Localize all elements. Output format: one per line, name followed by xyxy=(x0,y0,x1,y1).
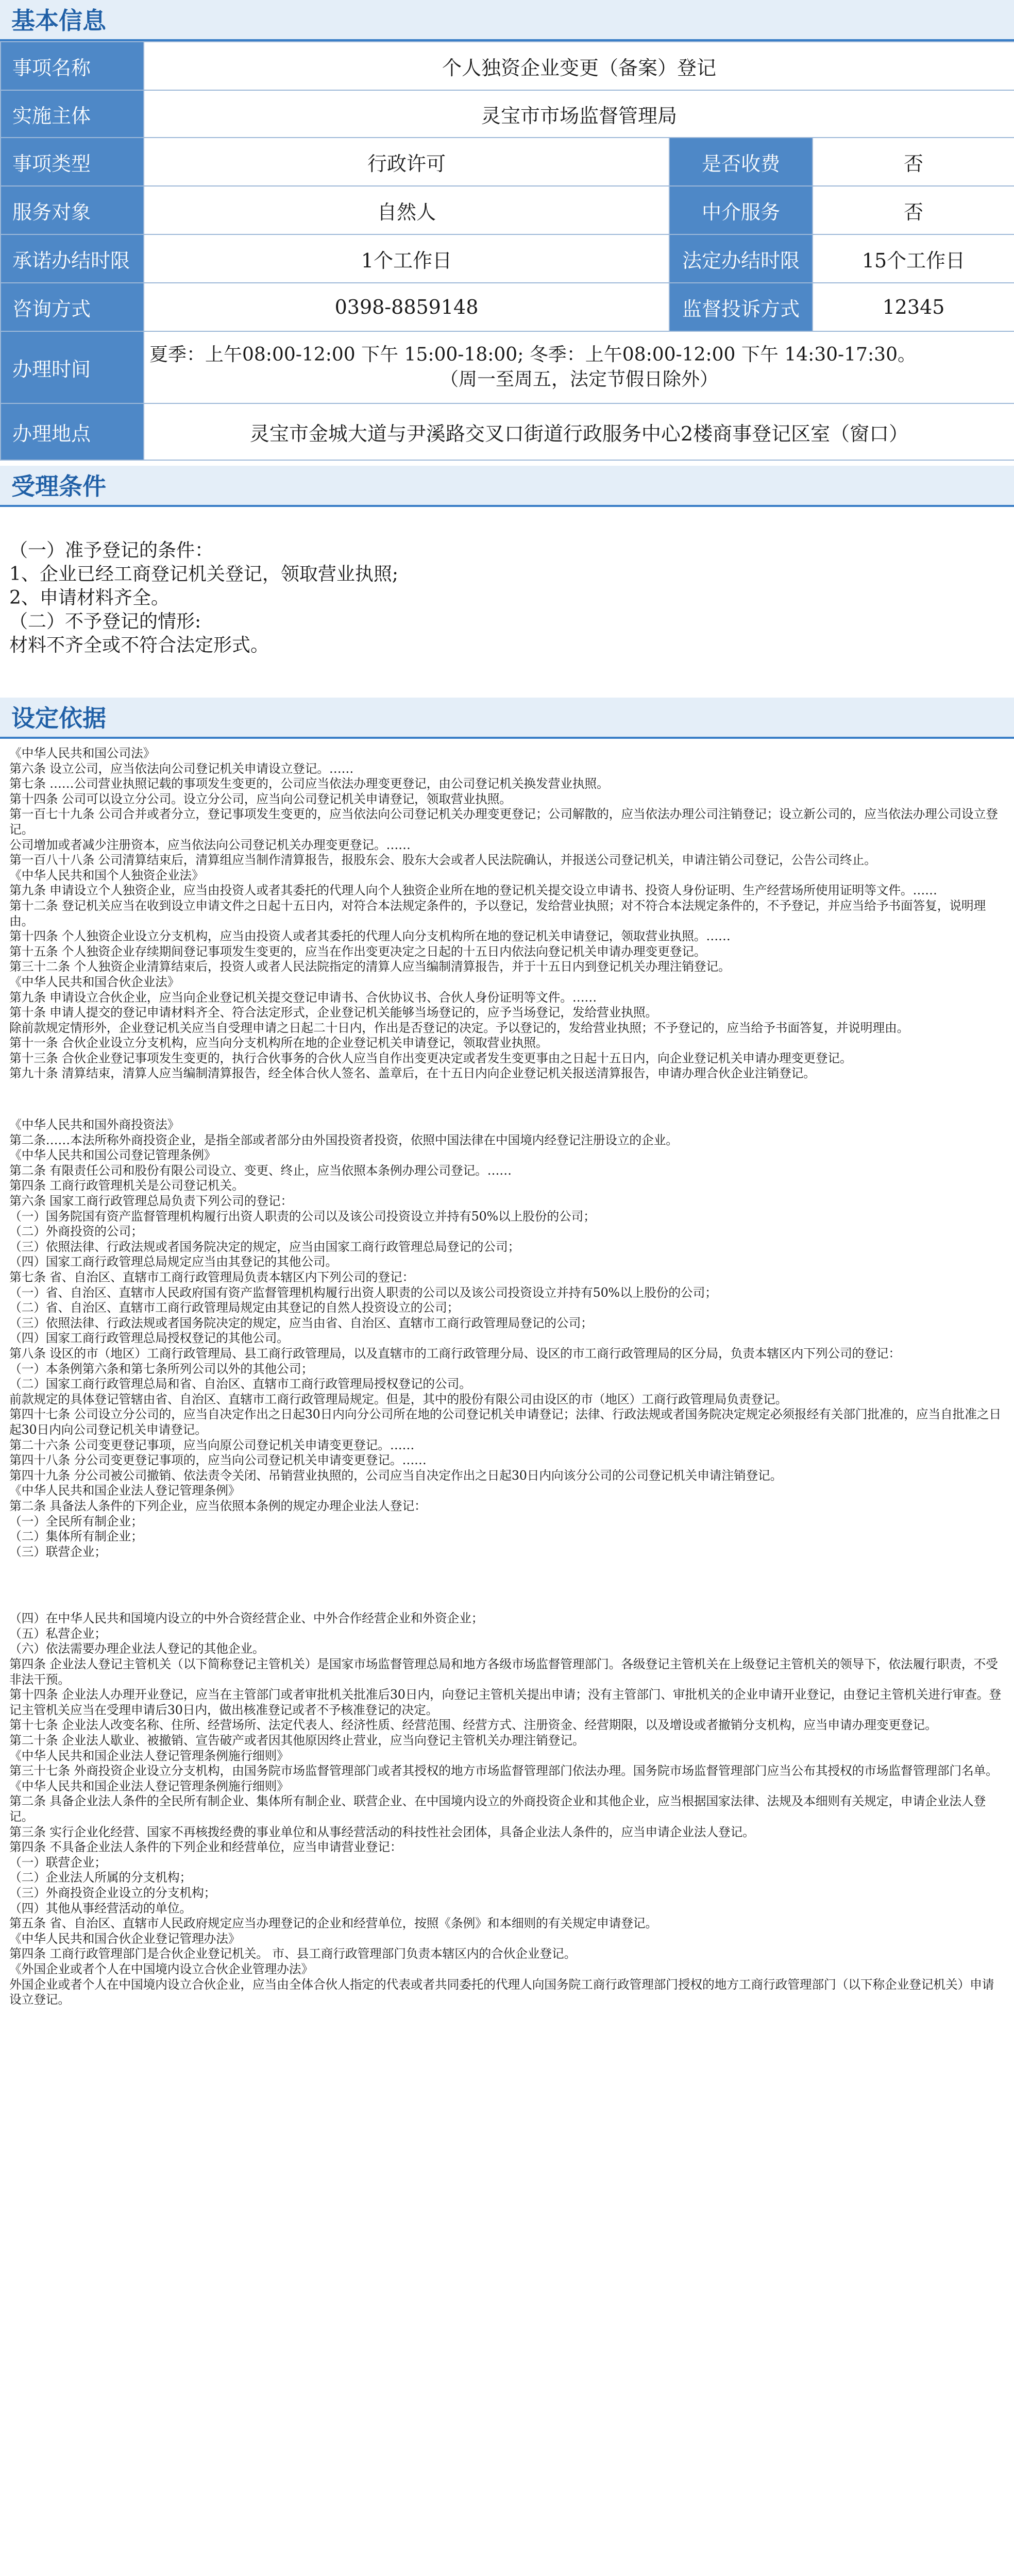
legal-basis-line: （三）依照法律、行政法规或者国务院决定的规定，应当由国家工商行政管理总局登记的公司； xyxy=(9,1239,520,1254)
acceptance-conditions xyxy=(0,507,1014,698)
value-item-name: 个人独资企业变更（备案）登记 xyxy=(144,42,1014,90)
value-complaint: 12345 xyxy=(813,283,1014,331)
office-hours-line1: 夏季：上午08:00-12:00 下午 15:00-18:00; 冬季：上午08:00-12:00 下午 14:30-17:30。 xyxy=(149,344,916,365)
value-item-type: 行政许可 xyxy=(144,138,669,186)
basis-header: 设定依据 xyxy=(0,698,1014,739)
legal-basis-line: 第九十条 清算结束，清算人应当编制清算报告，经全体合伙人签名、盖章后，在十五日内向企业登记机关报送清算报告，申请办理合伙企业注销登记。 xyxy=(9,1066,816,1081)
legal-basis-line: （三）外商投资企业设立的分支机构； xyxy=(9,1885,216,1900)
row-implementer xyxy=(1,90,1014,138)
label-promised-time: 承诺办结时限 xyxy=(1,234,144,283)
legal-basis-line: 除前款规定情形外，企业登记机关应当自受理申请之日起二十日内，作出是否登记的决定。予以登记的，发给营业执照；不予登记的，应当给予书面答复，并说明理由。 xyxy=(9,1020,909,1035)
legal-basis-line: 第二十六条 公司变更登记事项，应当向原公司登记机关申请变更登记。…… xyxy=(9,1437,415,1452)
legal-basis-line: 第三十二条 个人独资企业清算结束后，投资人或者人民法院指定的清算人应当编制清算报告，并于十五日内到登记机关办理注销登记。 xyxy=(9,959,731,974)
legal-basis-line: 第五条 省、自治区、直辖市人民政府规定应当办理登记的企业和经营单位，按照《条例》和本细则的有关规定申请登记。 xyxy=(9,1916,657,1931)
legal-basis-block-3 xyxy=(9,1611,1005,2007)
legal-basis-line: 第九条 申请设立个人独资企业，应当由投资人或者其委托的代理人向个人独资企业所在地的登记机关提交设立申请书、投资人身份证明、生产经营场所使用证明等文件。…… xyxy=(9,883,937,898)
value-legal-time: 15个工作日 xyxy=(813,234,1014,283)
legal-basis-line: 《中华人民共和国合伙企业法》 xyxy=(9,974,180,989)
legal-basis-line: （六）依法需要办理企业法人登记的其他企业。 xyxy=(9,1641,265,1656)
legal-basis-line: 《中华人民共和国公司法》 xyxy=(9,746,156,760)
legal-basis-line: 前款规定的具体登记管辖由省、自治区、直辖市工商行政管理局规定。但是，其中的股份有限公司由设区的市（地区）工商行政管理局负责登记。 xyxy=(9,1392,788,1406)
legal-basis-line: 第三条 实行企业化经营、国家不再核拨经费的事业单位和从事经营活动的科技性社会团体，具备企业法人条件的，应当申请企业法人登记。 xyxy=(9,1824,755,1839)
legal-basis-line: 第七条 ……公司营业执照记载的事项发生变更的，公司应当依法办理变更登记，由公司登记机关换发营业执照。 xyxy=(9,776,609,791)
legal-basis-line: （二）省、自治区、直辖市工商行政管理局规定由其登记的自然人投资设立的公司； xyxy=(9,1300,460,1315)
legal-basis-line: 第二条 具备企业法人条件的全民所有制企业、集体所有制企业、联营企业、在中国境内设立的外商投资企业和其他企业，应当根据国家法律、法规及本细则有关规定，申请企业法人登记。 xyxy=(9,1794,986,1824)
legal-basis-line: 第一百八十八条 公司清算结束后，清算组应当制作清算报告，报股东会、股东大会或者人民法院确认，并报送公司登记机关，申请注销公司登记，公告公司终止。 xyxy=(9,853,876,868)
legal-basis-line: （一）省、自治区、直辖市人民政府国有资产监督管理机构履行出资人职责的公司以及该公司投资设立并持有50%以上股份的公司； xyxy=(9,1285,717,1300)
legal-basis-line: （一）国务院国有资产监督管理机构履行出资人职责的公司以及该公司投资设立并持有50%以上股份的公司； xyxy=(9,1209,596,1224)
label-fee: 是否收费 xyxy=(669,138,813,186)
row-contact xyxy=(1,283,1014,331)
legal-basis-line: 第二条 具备法人条件的下列企业，应当依照本条例的规定办理企业法人登记： xyxy=(9,1498,427,1513)
label-location: 办理地点 xyxy=(1,403,144,460)
legal-basis-block-2 xyxy=(9,1117,1005,1560)
legal-basis-line: 《外国企业或者个人在中国境内设立合伙企业管理办法》 xyxy=(9,1961,313,1976)
legal-basis-line: 第六条 国家工商行政管理总局负责下列公司的登记： xyxy=(9,1194,293,1209)
legal-basis-line: 第四条 不具备企业法人条件的下列企业和经营单位，应当申请营业登记： xyxy=(9,1840,402,1855)
label-service-target: 服务对象 xyxy=(1,186,144,234)
office-hours-line2: （周一至周五，法定节假日除外） xyxy=(440,369,719,390)
value-service-target: 自然人 xyxy=(144,186,669,234)
legal-basis-line: 第二十条 企业法人歇业、被撤销、宣告破产或者因其他原因终止营业，应当向登记主管机关办理注销登记。 xyxy=(9,1733,585,1748)
label-office-hours: 办理时间 xyxy=(1,331,144,403)
legal-basis-line: 第八条 设区的市（地区）工商行政管理局、县工商行政管理局，以及直辖市的工商行政管理分局、设区的市工商行政管理局的区分局，负责本辖区内下列公司的登记： xyxy=(9,1346,901,1361)
legal-basis-block-1 xyxy=(9,746,1005,1081)
legal-basis-line: （一）联营企业； xyxy=(9,1855,107,1870)
row-location xyxy=(1,403,1014,460)
legal-basis-line: 第十二条 登记机关应当在收到设立申请文件之日起十五日内，对符合本法规定条件的，予以登记，发给营业执照；对不符合本法规定条件的，不予登记，并应当给予书面答复，说明理由。 xyxy=(9,898,986,928)
label-item-name: 事项名称 xyxy=(1,42,144,90)
legal-basis-line: （五）私营企业； xyxy=(9,1626,107,1641)
legal-basis-line: 《中华人民共和国公司登记管理条例》 xyxy=(9,1148,216,1163)
row-service-target xyxy=(1,186,1014,234)
legal-basis-line: （四）在中华人民共和国境内设立的中外合资经营企业、中外合作经营企业和外资企业； xyxy=(9,1611,484,1626)
legal-basis-line: 第九条 申请设立合伙企业，应当向企业登记机关提交登记申请书、合伙协议书、合伙人身份证明等文件。…… xyxy=(9,990,597,1005)
legal-basis-line: （一）本条例第六条和第七条所列公司以外的其他公司； xyxy=(9,1361,313,1376)
acceptance-line: 1、企业已经工商登记机关登记，领取营业执照; xyxy=(9,564,399,585)
legal-basis xyxy=(0,739,1014,2576)
label-legal-time: 法定办结时限 xyxy=(669,234,813,283)
legal-basis-line: 第四条 企业法人登记主管机关（以下简称登记主管机关）是国家市场监督管理总局和地方各级市场监督管理部门。各级登记主管机关在上级登记主管机关的领导下，依法履行职责，不受非法干预。 xyxy=(9,1657,998,1687)
legal-basis-line: 第十七条 企业法人改变名称、住所、经营场所、法定代表人、经济性质、经营范围、经营方式、注册资金、经营期限，以及增设或者撤销分支机构，应当申请办理变更登记。 xyxy=(9,1718,937,1733)
legal-basis-line: 《中华人民共和国企业法人登记管理条例施行细则》 xyxy=(9,1778,289,1793)
value-intermediary: 否 xyxy=(813,186,1014,234)
acceptance-line: （一）准予登记的条件： xyxy=(9,540,214,561)
acceptance-line: 2、申请材料齐全。 xyxy=(9,587,170,608)
legal-basis-line: （二）国家工商行政管理总局和省、自治区、直辖市工商行政管理局授权登记的公司。 xyxy=(9,1377,471,1392)
label-intermediary: 中介服务 xyxy=(669,186,813,234)
legal-basis-line: 《中华人民共和国企业法人登记管理条例》 xyxy=(9,1483,241,1498)
legal-basis-line: 第七条 省、自治区、直辖市工商行政管理局负责本辖区内下列公司的登记： xyxy=(9,1270,415,1284)
legal-basis-line: 第十一条 合伙企业设立分支机构，应当向分支机构所在地的企业登记机关申请登记，领取营业执照。 xyxy=(9,1036,548,1050)
label-implementer: 实施主体 xyxy=(1,90,144,138)
legal-basis-line: 第四十八条 分公司变更登记事项的，应当向公司登记机关申请变更登记。…… xyxy=(9,1453,427,1468)
row-item-name xyxy=(1,42,1014,90)
value-implementer: 灵宝市市场监督管理局 xyxy=(144,90,1014,138)
acceptance-header: 受理条件 xyxy=(0,466,1014,507)
legal-basis-line: 第十四条 公司可以设立分公司。设立分公司，应当向公司登记机关申请登记，领取营业执照。 xyxy=(9,791,512,806)
legal-basis-line: （四）其他从事经营活动的单位。 xyxy=(9,1901,192,1916)
legal-basis-line: 第十三条 合伙企业登记事项发生变更的，执行合伙事务的合伙人应当自作出变更决定或者发生变更事由之日起十五日内，向企业登记机关申请办理变更登记。 xyxy=(9,1050,852,1065)
legal-basis-line: 第四条 工商行政管理机关是公司登记机关。 xyxy=(9,1178,244,1193)
legal-basis-line: 第四十九条 分公司被公司撤销、依法责令关闭、吊销营业执照的，公司应当自决定作出之日起30日内向该分公司的公司登记机关申请注销登记。 xyxy=(9,1468,783,1483)
legal-basis-line: 第三十七条 外商投资企业设立分支机构，由国务院市场监督管理部门或者其授权的地方市场监督管理部门依法办理。国务院市场监督管理部门应当公布其授权的市场监督管理部门名单。 xyxy=(9,1764,998,1778)
legal-basis-line: 第一百七十九条 公司合并或者分立，登记事项发生变更的，应当依法向公司登记机关办理变更登记；公司解散的，应当依法办理公司注销登记；设立新公司的，应当依法办理公司设立登记。 xyxy=(9,807,998,837)
legal-basis-line: 《中华人民共和国合伙企业登记管理办法》 xyxy=(9,1931,241,1946)
legal-basis-line: 第六条 设立公司，应当依法向公司登记机关申请设立登记。…… xyxy=(9,761,354,776)
legal-basis-line: 《中华人民共和国个人独资企业法》 xyxy=(9,868,204,883)
legal-basis-line: 第四十七条 公司设立分公司的，应当自决定作出之日起30日内向分公司所在地的公司登记机关申请登记；法律、行政法规或者国务院决定规定必须报经有关部门批准的，应当自批准之日起30日内向公司登记机关申请登记。 xyxy=(9,1407,1001,1437)
legal-basis-line: 外国企业或者个人在中国境内设立合伙企业，应当由全体合伙人指定的代表或者共同委托的代理人向国务院工商行政管理部门授权的地方工商行政管理部门（以下称企业登记机关）申请设立登记。 xyxy=(9,1977,994,2007)
row-time-limit xyxy=(1,234,1014,283)
value-fee: 否 xyxy=(813,138,1014,186)
legal-basis-line: （二）外商投资的公司； xyxy=(9,1224,143,1239)
legal-basis-line: 《中华人民共和国外商投资法》 xyxy=(9,1117,180,1132)
value-consult-phone: 0398-8859148 xyxy=(144,283,669,331)
value-location: 灵宝市金城大道与尹溪路交叉口街道行政服务中心2楼商事登记区室（窗口） xyxy=(144,403,1014,460)
basic-info-table xyxy=(0,41,1014,461)
legal-basis-line: （三）联营企业； xyxy=(9,1544,107,1559)
value-office-hours xyxy=(144,331,1014,403)
legal-basis-line: （一）全民所有制企业； xyxy=(9,1514,143,1529)
legal-basis-line: 《中华人民共和国企业法人登记管理条例施行细则》 xyxy=(9,1748,289,1763)
legal-basis-line: 第十五条 个人独资企业存续期间登记事项发生变更的，应当在作出变更决定之日起的十五日内依法向登记机关申请办理变更登记。 xyxy=(9,944,706,959)
label-complaint: 监督投诉方式 xyxy=(669,283,813,331)
legal-basis-line: 第十四条 个人独资企业设立分支机构，应当由投资人或者其委托的代理人向分支机构所在地的登记机关申请登记，领取营业执照。…… xyxy=(9,929,731,944)
basic-info-header: 基本信息 xyxy=(0,0,1014,41)
legal-basis-line: （四）国家工商行政管理总局授权登记的其他公司。 xyxy=(9,1331,289,1346)
label-item-type: 事项类型 xyxy=(1,138,144,186)
legal-basis-line: 第二条 有限责任公司和股份有限公司设立、变更、终止，应当依照本条例办理公司登记。…… xyxy=(9,1163,512,1178)
legal-basis-line: 公司增加或者减少注册资本，应当依法向公司登记机关办理变更登记。…… xyxy=(9,837,411,852)
legal-basis-line: 第四条 工商行政管理部门是合伙企业登记机关。 市、县工商行政管理部门负责本辖区内的合伙企业登记。 xyxy=(9,1946,577,1961)
acceptance-line: （二）不予登记的情形: xyxy=(9,611,201,632)
legal-basis-line: （二）集体所有制企业； xyxy=(9,1529,143,1544)
legal-basis-line: （三）依照法律、行政法规或者国务院决定的规定，应当由省、自治区、直辖市工商行政管理局登记的公司； xyxy=(9,1315,593,1330)
legal-basis-line: （四）国家工商行政管理总局规定应当由其登记的其他公司。 xyxy=(9,1255,338,1269)
value-promised-time: 1个工作日 xyxy=(144,234,669,283)
acceptance-line: 材料不齐全或不符合法定形式。 xyxy=(9,635,269,656)
label-consult: 咨询方式 xyxy=(1,283,144,331)
legal-basis-line: 第十条 申请人提交的登记申请材料齐全、符合法定形式，企业登记机关能够当场登记的，应予当场登记，发给营业执照。 xyxy=(9,1005,657,1020)
row-item-type xyxy=(1,138,1014,186)
legal-basis-line: 第二条……本法所称外商投资企业，是指全部或者部分由外国投资者投资，依照中国法律在中国境内经登记注册设立的企业。 xyxy=(9,1132,678,1147)
legal-basis-line: 第十四条 企业法人办理开业登记，应当在主管部门或者审批机关批准后30日内，向登记主管机关提出申请；没有主管部门、审批机关的企业申请开业登记，由登记主管机关进行审查。登记主管机关应当在受理申请后30日内，做出核准登记或者不予核准登记的决定。 xyxy=(9,1687,1001,1717)
legal-basis-line: （二）企业法人所属的分支机构； xyxy=(9,1870,192,1885)
row-office-hours xyxy=(1,331,1014,403)
